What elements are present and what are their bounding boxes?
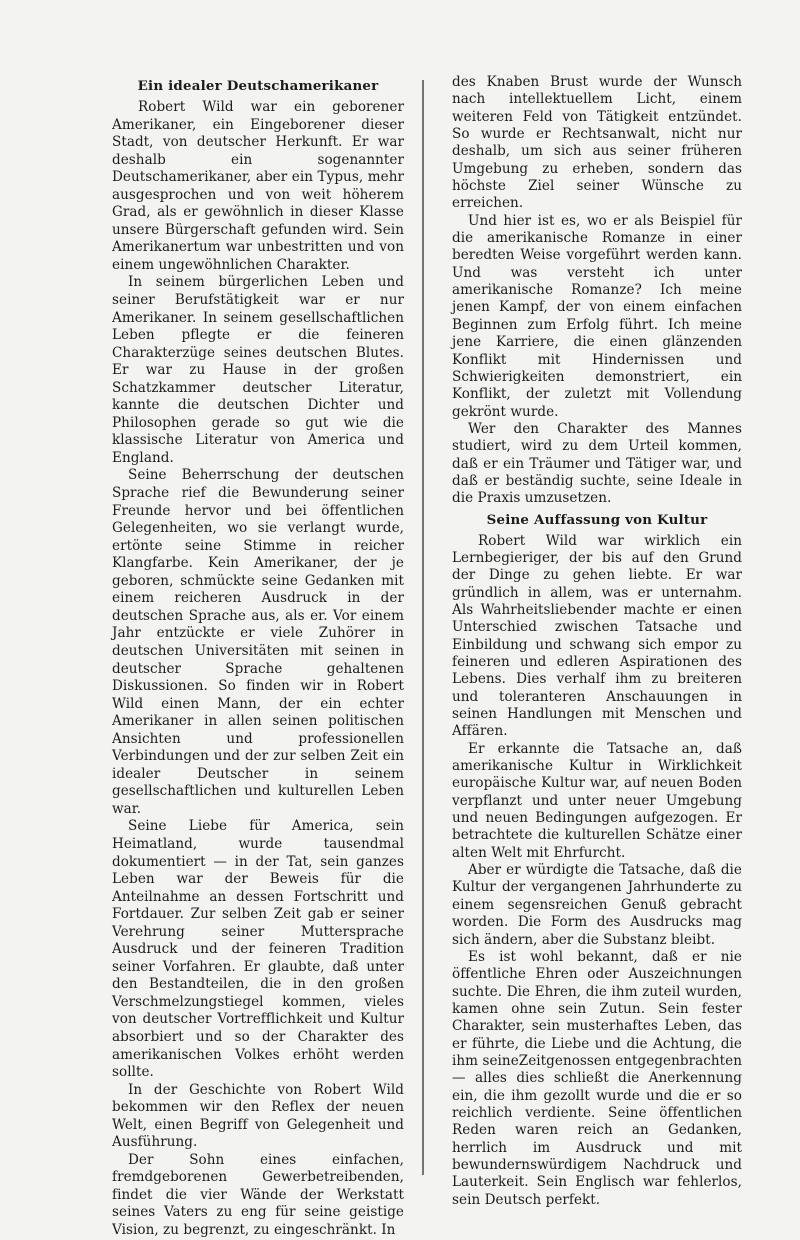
article-heading: Ein idealer Deutschamerikaner	[137, 78, 379, 94]
paragraph: Robert Wild war ein geborener Amerikaner, ein Eingeborener dieser Stadt, von deutscher Herkunft. Er war deshalb ein sogenannter Deutschamerikaner, aber ein Typus, mehr ausgesprochen und von weit höherem Grad, als er gewöhnlich in dieser Klasse unsere Bürgerschaft gefunden wird. Sein Amerikanertum war unbestritten und von einem ungewöhnlichen Charakter.	[112, 99, 404, 273]
right-column	[452, 74, 742, 1209]
paragraph: Seine Liebe für America, sein Heimatland, wurde tausendmal dokumentiert — in der Tat, sein ganzes Leben war der Beweis für die Anteilnahme an dessen Fortschritt und Fortdauer. Zur selben Zeit gab er seiner Verehrung seiner Muttersprache Ausdruck und der feineren Tradition seiner Vorfahren. Er glaubte, daß unter den Bestandteilen, die in den großen Verschmelzungstiegel kommen, vieles von deutscher Vortrefflichkeit und Kultur absorbiert und so der Charakter des amerikanischen Volkes erhöht werden sollte.	[112, 818, 404, 1081]
paragraph: Aber er würdigte die Tatsache, daß die Kultur der vergangenen Jahrhunderte zu einem segensreichen Genuß gebracht worden. Die Form des Ausdrucks mag sich ändern, aber die Substanz bleibt.	[452, 862, 742, 948]
paragraph: Robert Wild war wirklich ein Lernbegieriger, der bis auf den Grund der Dinge zu gehen liebte. Er war gründlich in allem, was er unternahm. Als Wahrheitsliebender machte er einen Unterschied zwischen Tatsache und Einbildung und schwang sich empor zu feineren und edleren Aspirationen des Lebens. Dies verhalf ihm zu breiteren und toleranteren Anschauungen in seinen Handlungen mit Menschen und Affären.	[452, 532, 742, 740]
paragraph: Er erkannte die Tatsache an, daß amerikanische Kultur in Wirklichkeit europäische Kultur war, auf neuen Boden verpflanzt und unter neuer Umgebung und neuen Bedingungen aufgezogen. Er betrachtete die kulturellen Schätze einer alten Welt mit Ehrfurcht.	[452, 740, 742, 861]
section-heading: Seine Auffassung von Kultur	[486, 511, 708, 528]
paragraph: In der Geschichte von Robert Wild bekommen wir den Reflex der neuen Welt, einen Begriff von Gelegenheit und Ausführung.	[112, 1081, 404, 1151]
continued-paragraph: des Knaben Brust wurde der Wunsch nach intellektuellem Licht, einem weiteren Feld von Tätigkeit entzündet. So wurde er Rechtsanwalt, nicht nur deshalb, um sich aus seiner früheren Umgebung zu erheben, sondern das höchste Ziel seiner Wünsche zu erreichen.	[452, 74, 742, 212]
column-divider	[422, 80, 424, 1175]
paragraph: Es ist wohl bekannt, daß er nie öffentliche Ehren oder Auszeichnungen suchte. Die Ehren, die ihm zuteil wurden, kamen ohne sein Zutun. Sein fester Charakter, sein musterhaftes Leben, das er führte, die Liebe und die Achtung, die ihm seineZeitgenossen entgegenbrachten — alles dies schließt die Anerkennung ein, die ihm gezollt wurde und die er so reichlich verdiente. Seine öffentlichen Reden waren reich an Gedanken, herrlich im Ausdruck und mit bewundernswürdigem Nachdruck und Lauterkeit. Sein Englisch war fehlerlos, sein Deutsch perfekt.	[452, 948, 742, 1208]
left-column	[112, 74, 404, 1240]
paragraph: In seinem bürgerlichen Leben und seiner Berufstätigkeit war er nur Amerikaner. In seinem gesellschaftlichen Leben pflegte er die feineren Charakterzüge seines deutschen Blutes. Er war zu Hause in der großen Schatzkammer deutscher Literatur, kannte die deutschen Dichter und Philosophen gerade so gut wie die klassische Literatur von America und England.	[112, 274, 404, 466]
paragraph: Wer den Charakter des Mannes studiert, wird zu dem Urteil kommen, daß er ein Träumer und Tätiger war, und daß er beständig suchte, seine Ideale in die Praxis umzusetzen.	[452, 420, 742, 507]
paragraph: Der Sohn eines einfachen, fremdgeborenen Gewerbetreibenden, findet die vier Wände der Werkstatt seines Vaters zu eng für seine geistige Vision, zu begrenzt, zu eingeschränkt. In	[112, 1151, 404, 1238]
paragraph: Seine Beherrschung der deutschen Sprache rief die Bewunderung seiner Freunde hervor und bei öffentlichen Gelegenheiten, wo sie verlangt wurde, ertönte seine Stimme in reicher Klangfarbe. Kein Amerikaner, der je geboren, schmückte seine Gedanken mit einem reicheren Ausdruck in der deutschen Sprache aus, als er. Vor einem Jahr entzückte er viele Zuhörer in deutschen Universitäten mit seinen in deutscher Sprache gehaltenen Diskussionen. So finden wir in Robert Wild einen Mann, der ein echter Amerikaner in allen seinen politischen Ansichten und professionellen Verbindungen und der zur selben Zeit ein idealer Deutscher in seinem gesellschaftlichen und kulturellen Leben war.	[112, 467, 404, 817]
paragraph: Und hier ist es, wo er als Beispiel für die amerikanische Romanze in einer beredten Weise vorgeführt werden kann. Und was versteht ich unter amerikanische Romanze? Ich meine jenen Kampf, der von einem einfachen Beginnen zum Erfolg führt. Ich meine jene Karriere, die einen glänzenden Konflikt mit Hindernissen und Schwierigkeiten demonstriert, ein Konflikt, der zuletzt mit Vollendung gekrönt wurde.	[452, 212, 742, 420]
